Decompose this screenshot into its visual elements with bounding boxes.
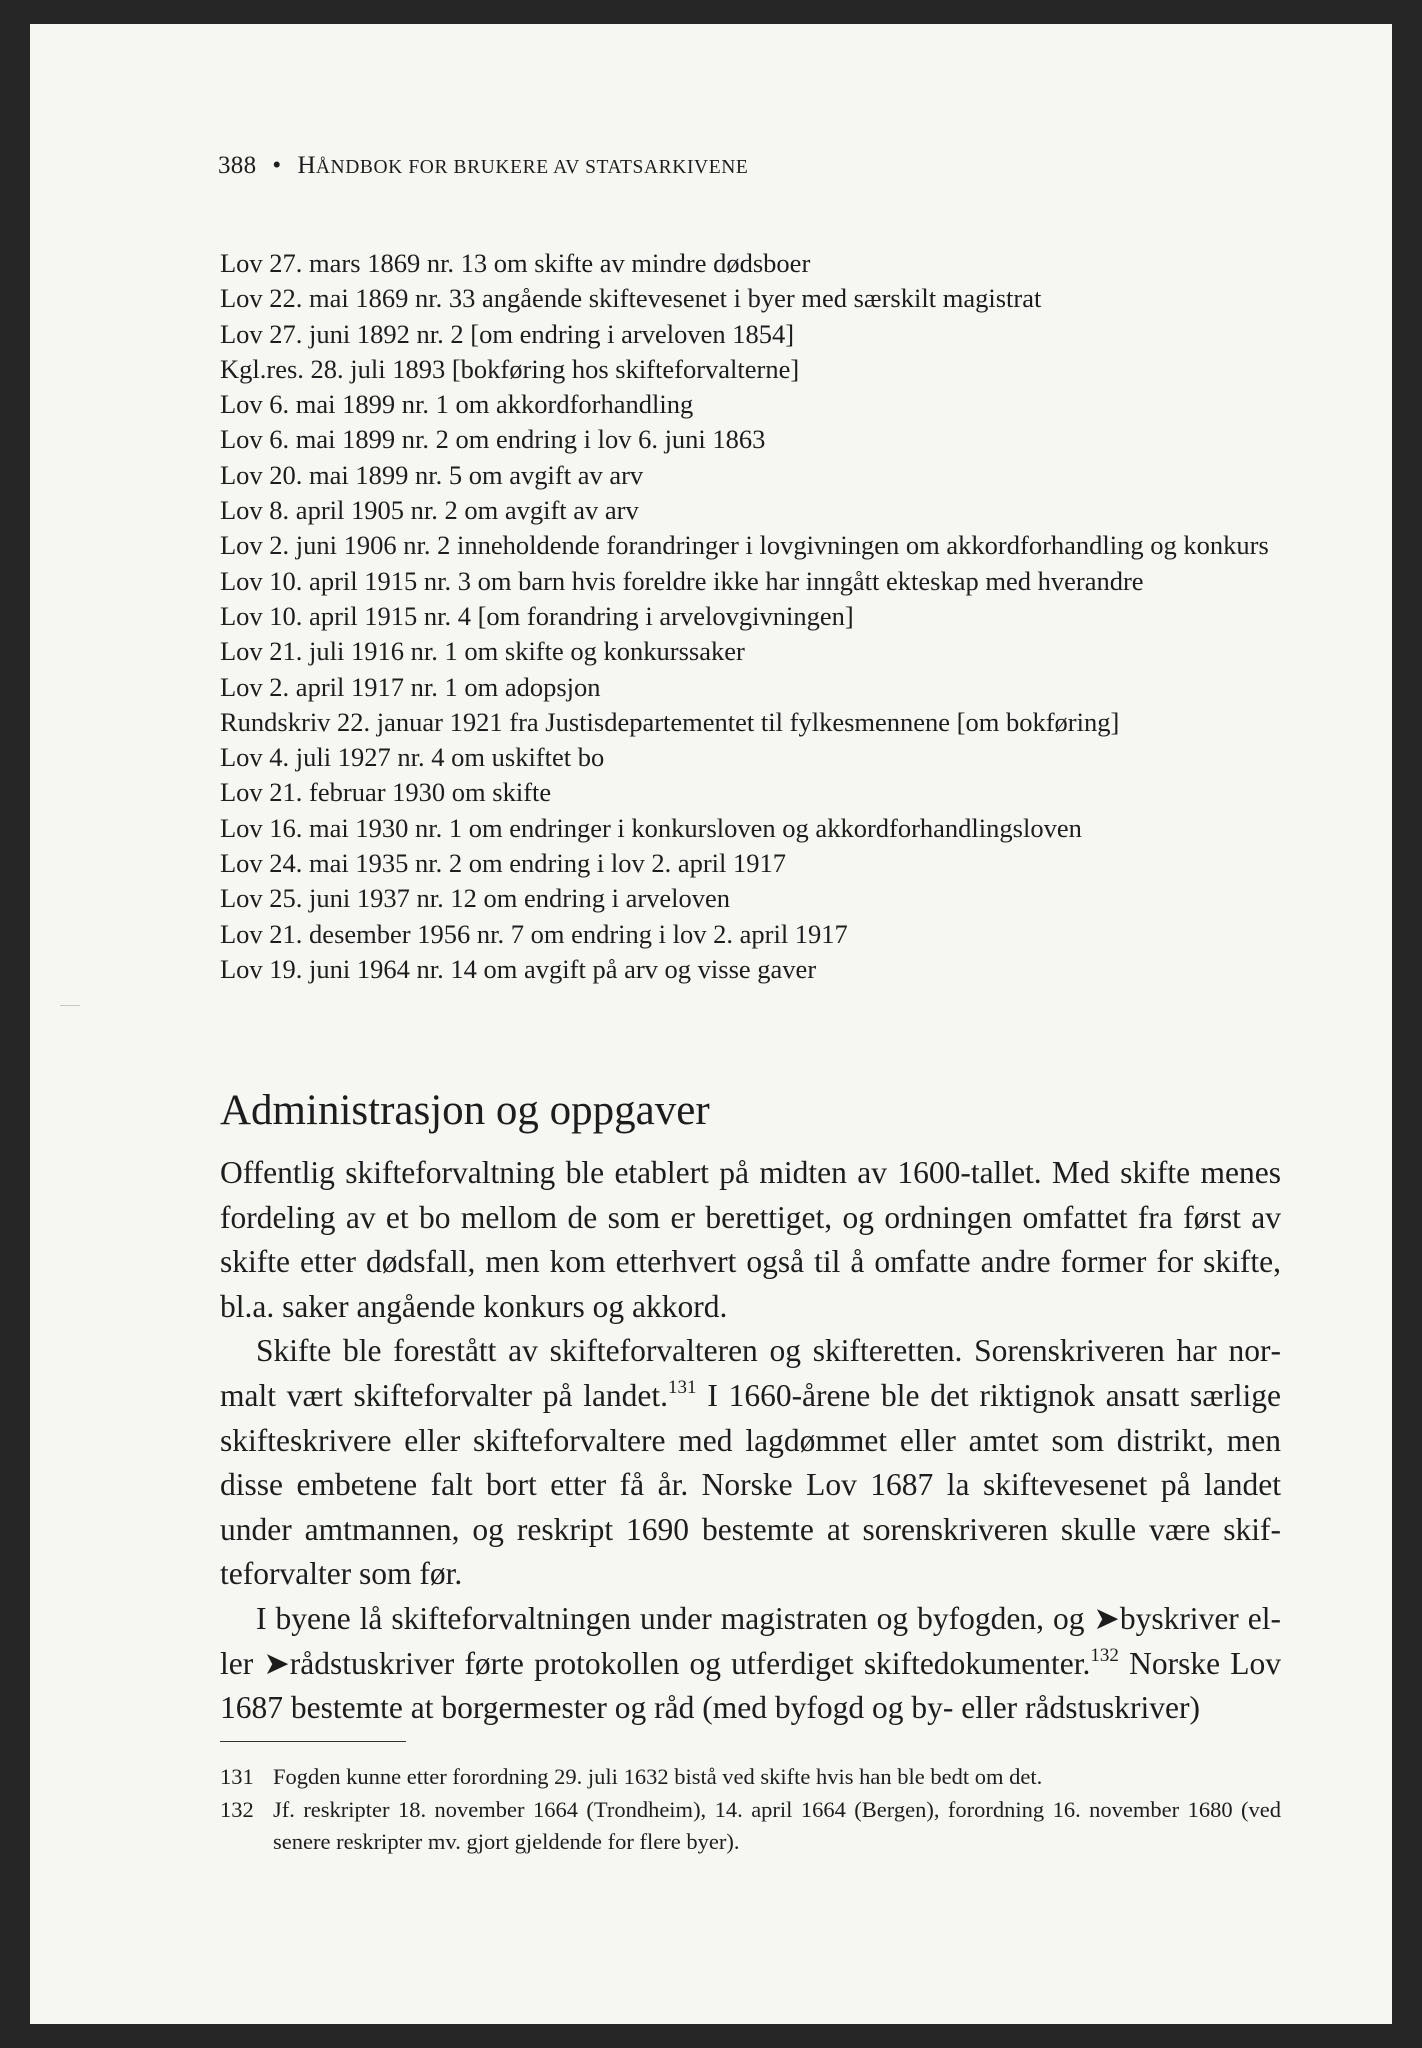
paragraph-text: I 1660-årene ble det riktignok ansatt særlige skifteskrivere eller skifteforvaltere med lagdømmet eller amtet som distrikt, men disse embetene falt bort etter få år. Norske Lov 1687 la skiftevesenet på landet under amtmannen, og reskript 1690 bestemte at sorenskriveren skulle være skifteforvalter som før.: [220, 1377, 1281, 1592]
law-item: Lov 20. mai 1899 nr. 5 om avgift av arv: [220, 459, 644, 490]
law-item: Lov 6. mai 1899 nr. 1 om akkordforhandling: [220, 389, 694, 420]
paragraph-text: Norske Lov 1687 bestemte at borgermester og råd (med byfogd og by- eller rådstuskriver): [220, 1645, 1281, 1726]
law-item: Lov 2. april 1917 nr. 1 om adopsjon: [220, 671, 601, 702]
law-item: Lov 24. mai 1935 nr. 2 om endring i lov 2. april 1917: [220, 848, 787, 879]
scan-artifact: [60, 1005, 80, 1006]
footnote-number: 132: [220, 1796, 254, 1822]
footnote-text: Fogden kunne etter forordning 29. juli 1632 bistå ved skifte hvis han ble bedt om det.: [273, 1764, 1043, 1789]
paragraph-text: Skifte ble forestått av skifteforvalteren og skifteretten. Sorenskriveren har normalt vært skifteforvalter på landet.: [220, 1333, 1281, 1413]
footnote-number: 131: [220, 1764, 254, 1789]
footnotes: [220, 1761, 1281, 1859]
footnote-reference[interactable]: 132: [1090, 1644, 1119, 1666]
law-item: Rundskriv 22. januar 1921 fra Justisdepartementet til fylkesmennene [om bokføring]: [220, 706, 1120, 737]
paragraph: Offentlig skifteforvaltning ble etablert på midten av 1600-tallet. Med skifte menes fordeling av et bo mellom de som er berettiget, og ordningen omfattet fra først av skifte etter dødsfall, men kom etterhvert også til å omfatte andre former for skifte, bl.a. saker angående konkurs og akkord.: [220, 1155, 1281, 1324]
law-item: Lov 19. juni 1964 nr. 14 om avgift på arv og visse gaver: [220, 953, 817, 984]
footnote: [220, 1761, 1281, 1794]
paragraph-text: I byene lå skifteforvaltningen under magistraten og byfogden, og ➤byskriver eller ➤rådstuskriver førte protokollen og utferdiget skiftedokumenter.: [220, 1600, 1281, 1681]
law-item: Lov 2. juni 1906 nr. 2 inneholdende forandringer i lovgivningen om akkordforhandling og konkurs: [220, 530, 1269, 561]
law-item: Lov 10. april 1915 nr. 4 [om forandring i arvelovgivningen]: [220, 600, 854, 631]
header-separator: •: [272, 152, 282, 179]
page-number: 388: [218, 152, 257, 179]
law-item: Lov 6. mai 1899 nr. 2 om endring i lov 6. juni 1863: [220, 424, 766, 455]
law-item: Lov 21. juli 1916 nr. 1 om skifte og konkurssaker: [220, 636, 745, 667]
law-item: Lov 21. februar 1930 om skifte: [220, 777, 552, 808]
law-item: Lov 4. juli 1927 nr. 4 om uskiftet bo: [220, 742, 605, 773]
footnote-text: Jf. reskripter 18. november 1664 (Trondheim), 14. april 1664 (Bergen), forordning 16. november 1680 (ved senere reskripter mv. gjort gjeldende for flere byer).: [273, 1796, 1281, 1854]
law-item: Kgl.res. 28. juli 1893 [bokføring hos skifteforvalterne]: [220, 353, 800, 384]
paragraph: [220, 1329, 1281, 1597]
section-heading: Administrasjon og oppgaver: [220, 1087, 710, 1134]
book-title-initial: H: [297, 152, 316, 179]
law-item: Lov 21. desember 1956 nr. 7 om endring i lov 2. april 1917: [220, 918, 848, 949]
footnote-divider: [220, 1741, 406, 1742]
running-header: [218, 152, 748, 180]
law-item: Lov 27. juni 1892 nr. 2 [om endring i arveloven 1854]: [220, 318, 795, 349]
book-title-rest: ÅNDBOK FOR BRUKERE AV STATSARKIVENE: [315, 157, 749, 178]
book-page: [30, 24, 1392, 2024]
law-item: Lov 8. april 1905 nr. 2 om avgift av arv: [220, 495, 639, 526]
law-item: Lov 25. juni 1937 nr. 12 om endring i arveloven: [220, 883, 731, 914]
law-item: Lov 10. april 1915 nr. 3 om barn hvis foreldre ikke har inngått ekteskap med hverandre: [220, 565, 1144, 596]
body-text: [220, 1151, 1281, 1731]
footnote: [220, 1794, 1281, 1859]
law-item: Lov 27. mars 1869 nr. 13 om skifte av mindre dødsboer: [220, 248, 811, 278]
paragraph: [220, 1597, 1281, 1731]
law-item: Lov 16. mai 1930 nr. 1 om endringer i konkursloven og akkordforhandlingsloven: [220, 812, 1082, 843]
footnote-reference[interactable]: 131: [668, 1376, 697, 1398]
law-list: [220, 246, 1280, 987]
law-item: Lov 22. mai 1869 nr. 33 angående skiftevesenet i byer med særskilt magistrat: [220, 283, 1042, 314]
